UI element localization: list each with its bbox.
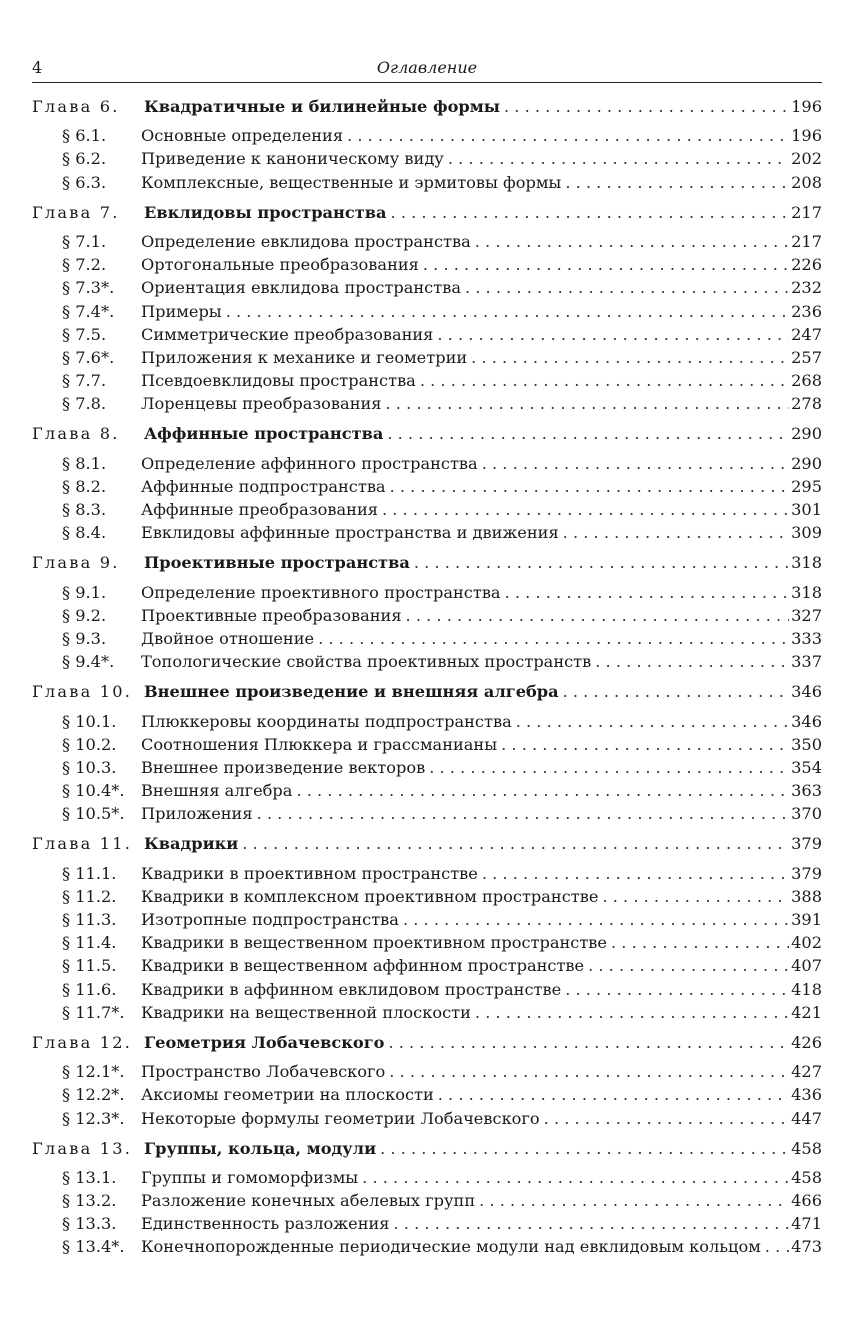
chapter-label: Глава 8. bbox=[32, 424, 120, 444]
toc-chapter bbox=[32, 553, 822, 675]
chapter-title: Квадрики bbox=[144, 834, 239, 854]
dot-leader bbox=[501, 735, 789, 754]
section-title: Евклидовы аффинные пространства и движения bbox=[141, 523, 559, 543]
section-label: § 6.3. bbox=[62, 172, 107, 192]
toc-chapter bbox=[32, 682, 822, 827]
section-title: Аксиомы геометрии на плоскости bbox=[141, 1085, 434, 1105]
section-page-number: 354 bbox=[791, 757, 822, 777]
section-title: Примеры bbox=[141, 301, 222, 321]
dot-leader bbox=[611, 933, 789, 952]
section-label: § 8.1. bbox=[62, 453, 107, 473]
toc-chapter-entry[interactable] bbox=[32, 1139, 822, 1162]
section-title: Соотношения Плюккера и грассманианы bbox=[141, 734, 498, 754]
dot-leader bbox=[382, 500, 789, 519]
section-page-number: 202 bbox=[791, 149, 822, 169]
dot-leader bbox=[475, 1003, 789, 1022]
section-page-number: 196 bbox=[791, 126, 822, 146]
chapter-title: Аффинные пространства bbox=[144, 424, 384, 444]
section-label: § 9.2. bbox=[62, 605, 107, 625]
section-page-number: 363 bbox=[791, 781, 822, 801]
toc-chapter-entry[interactable] bbox=[32, 424, 822, 447]
section-page-number: 208 bbox=[791, 172, 822, 192]
chapter-page-number: 217 bbox=[791, 202, 822, 222]
section-title: Конечнопорожденные периодические модули над евклидовым кольцом bbox=[141, 1237, 761, 1257]
toc-section-entry[interactable] bbox=[32, 325, 822, 348]
toc-chapter-entry[interactable] bbox=[32, 834, 822, 857]
dot-leader bbox=[471, 348, 789, 367]
section-title: Квадрики в вещественном проективном пространстве bbox=[141, 933, 607, 953]
section-title: Определение аффинного пространства bbox=[141, 453, 478, 473]
dot-leader bbox=[257, 804, 790, 823]
dot-leader bbox=[437, 325, 789, 344]
toc-section-entry[interactable] bbox=[32, 1214, 822, 1237]
section-label: § 11.5. bbox=[62, 956, 117, 976]
section-label: § 7.6*. bbox=[62, 347, 115, 367]
toc-section-entry[interactable] bbox=[32, 956, 822, 979]
section-title: Приведение к каноническому виду bbox=[141, 149, 444, 169]
section-title: Пространство Лобачевского bbox=[141, 1062, 386, 1082]
toc-section-entry[interactable] bbox=[32, 232, 822, 255]
section-title: Псевдоевклидовы пространства bbox=[141, 371, 416, 391]
dot-leader bbox=[588, 956, 789, 975]
section-title: Ортогональные преобразования bbox=[141, 255, 419, 275]
section-page-number: 247 bbox=[791, 324, 822, 344]
toc-section-entry[interactable] bbox=[32, 1062, 822, 1085]
chapter-label: Глава 12. bbox=[32, 1032, 133, 1052]
section-title: Квадрики в вещественном аффинном пространстве bbox=[141, 956, 585, 976]
section-title: Квадрики в проективном пространстве bbox=[141, 863, 478, 883]
section-page-number: 333 bbox=[791, 628, 822, 648]
dot-leader bbox=[385, 394, 789, 413]
toc-section-entry[interactable] bbox=[32, 933, 822, 956]
section-label: § 13.3. bbox=[62, 1214, 117, 1234]
toc-section-entry[interactable] bbox=[32, 980, 822, 1003]
section-label: § 7.2. bbox=[62, 255, 107, 275]
chapter-page-number: 379 bbox=[791, 834, 822, 854]
section-label: § 7.8. bbox=[62, 394, 107, 414]
toc-chapter bbox=[32, 834, 822, 1026]
section-page-number: 350 bbox=[791, 734, 822, 754]
section-title: Группы и гомоморфизмы bbox=[141, 1167, 359, 1187]
toc-section-entry[interactable] bbox=[32, 1168, 822, 1191]
section-title: Определение евклидова пространства bbox=[141, 231, 471, 251]
section-title: Комплексные, вещественные и эрмитовы формы bbox=[141, 172, 562, 192]
toc-section-entry[interactable] bbox=[32, 477, 822, 500]
section-page-number: 257 bbox=[791, 347, 822, 367]
section-page-number: 418 bbox=[791, 979, 822, 999]
section-title: Приложения к механике и геометрии bbox=[141, 347, 468, 367]
section-page-number: 388 bbox=[791, 886, 822, 906]
dot-leader bbox=[362, 1168, 789, 1187]
page-header bbox=[32, 58, 822, 83]
dot-leader bbox=[505, 583, 790, 602]
dot-leader bbox=[414, 553, 789, 572]
section-label: § 9.4*. bbox=[62, 652, 115, 672]
dot-leader bbox=[602, 887, 789, 906]
section-page-number: 427 bbox=[791, 1062, 822, 1082]
toc-chapter bbox=[32, 97, 822, 196]
toc-section-entry[interactable] bbox=[32, 804, 822, 827]
section-title: Некоторые формулы геометрии Лобачевского bbox=[141, 1108, 540, 1128]
section-label: § 13.4*. bbox=[62, 1237, 125, 1257]
section-label: § 13.1. bbox=[62, 1167, 117, 1187]
section-page-number: 346 bbox=[791, 711, 822, 731]
section-page-number: 379 bbox=[791, 863, 822, 883]
section-label: § 8.4. bbox=[62, 523, 107, 543]
toc-chapter-entry[interactable] bbox=[32, 97, 822, 120]
section-title: Топологические свойства проективных пространств bbox=[141, 652, 592, 672]
toc-section-entry[interactable] bbox=[32, 126, 822, 149]
section-label: § 12.2*. bbox=[62, 1085, 125, 1105]
section-page-number: 301 bbox=[791, 500, 822, 519]
section-title: Внешняя алгебра bbox=[141, 781, 293, 801]
section-title: Квадрики в аффинном евклидовом пространстве bbox=[141, 979, 562, 999]
section-page-number: 236 bbox=[791, 301, 822, 321]
section-title: Изотропные подпространства bbox=[141, 910, 399, 929]
dot-leader bbox=[765, 1237, 789, 1256]
section-page-number: 295 bbox=[791, 476, 822, 496]
toc-section-entry[interactable] bbox=[32, 629, 822, 652]
toc-section-entry[interactable] bbox=[32, 1003, 822, 1026]
section-page-number: 421 bbox=[791, 1002, 822, 1022]
section-label: § 11.1. bbox=[62, 863, 117, 883]
running-title: Оглавление bbox=[376, 58, 478, 77]
dot-leader bbox=[482, 864, 789, 883]
toc-section-entry[interactable] bbox=[32, 781, 822, 804]
section-page-number: 370 bbox=[791, 804, 822, 824]
toc-section-entry[interactable] bbox=[32, 173, 822, 196]
dot-leader bbox=[565, 980, 789, 999]
section-page-number: 466 bbox=[791, 1191, 822, 1211]
chapter-label: Глава 11. bbox=[32, 834, 133, 854]
chapter-title: Квадратичные и билинейные формы bbox=[144, 97, 500, 116]
dot-leader bbox=[406, 606, 790, 625]
section-page-number: 337 bbox=[791, 652, 822, 672]
section-page-number: 473 bbox=[791, 1237, 822, 1257]
section-title: Ориентация евклидова пространства bbox=[141, 278, 461, 298]
section-page-number: 391 bbox=[791, 910, 822, 929]
section-label: § 12.3*. bbox=[62, 1108, 125, 1128]
dot-leader bbox=[420, 371, 789, 390]
section-title: Плюккеровы координаты подпространства bbox=[141, 711, 512, 731]
toc-section-entry[interactable] bbox=[32, 1109, 822, 1132]
section-label: § 7.3*. bbox=[62, 278, 115, 298]
chapter-title: Проективные пространства bbox=[144, 553, 410, 573]
dot-leader bbox=[423, 255, 789, 274]
section-title: Приложения bbox=[141, 804, 253, 824]
toc-section-entry[interactable] bbox=[32, 758, 822, 781]
toc-section-entry[interactable] bbox=[32, 1191, 822, 1214]
section-title: Квадрики в комплексном проективном пространстве bbox=[141, 886, 599, 906]
toc-section-entry[interactable] bbox=[32, 910, 822, 933]
section-page-number: 226 bbox=[791, 255, 822, 275]
section-page-number: 407 bbox=[791, 956, 822, 976]
toc-section-entry[interactable] bbox=[32, 887, 822, 910]
toc-section-entry[interactable] bbox=[32, 278, 822, 301]
chapter-label: Глава 7. bbox=[32, 202, 120, 222]
toc-chapter-entry[interactable] bbox=[32, 682, 822, 705]
dot-leader bbox=[226, 302, 789, 321]
section-label: § 11.2. bbox=[62, 886, 117, 906]
section-title: Разложение конечных абелевых групп bbox=[141, 1191, 476, 1211]
toc-section-entry[interactable] bbox=[32, 1085, 822, 1108]
section-label: § 11.6. bbox=[62, 979, 117, 999]
toc-section-entry[interactable] bbox=[32, 149, 822, 172]
section-label: § 6.1. bbox=[62, 126, 107, 146]
section-title: Определение проективного пространства bbox=[141, 582, 501, 602]
toc-chapter-entry[interactable] bbox=[32, 203, 822, 226]
chapter-page-number: 290 bbox=[791, 424, 822, 444]
dot-leader bbox=[465, 278, 789, 297]
section-page-number: 290 bbox=[791, 453, 822, 473]
section-label: § 7.4*. bbox=[62, 301, 115, 321]
chapter-title: Группы, кольца, модули bbox=[144, 1138, 377, 1158]
chapter-page-number: 346 bbox=[791, 682, 822, 702]
chapter-label: Глава 10. bbox=[32, 682, 133, 702]
toc-chapter-entry[interactable] bbox=[32, 1033, 822, 1056]
section-title: Двойное отношение bbox=[141, 628, 315, 648]
chapter-page-number: 426 bbox=[791, 1032, 822, 1052]
dot-leader bbox=[544, 1109, 789, 1128]
dot-leader bbox=[347, 126, 789, 145]
section-label: § 11.3. bbox=[62, 910, 117, 929]
toc-section-entry[interactable] bbox=[32, 500, 822, 523]
section-title: Аффинные преобразования bbox=[141, 500, 378, 519]
section-page-number: 327 bbox=[791, 605, 822, 625]
toc-section-entry[interactable] bbox=[32, 1237, 822, 1260]
section-label: § 10.4*. bbox=[62, 781, 125, 801]
section-label: § 9.1. bbox=[62, 582, 107, 602]
section-title: Основные определения bbox=[141, 126, 344, 146]
dot-leader bbox=[595, 652, 789, 671]
section-page-number: 436 bbox=[791, 1085, 822, 1105]
dot-leader bbox=[504, 97, 789, 116]
dot-leader bbox=[403, 910, 789, 929]
toc-chapter bbox=[32, 203, 822, 418]
section-title: Внешнее произведение векторов bbox=[141, 757, 426, 777]
chapter-title: Внешнее произведение и внешняя алгебра bbox=[144, 682, 559, 702]
dot-leader bbox=[479, 1191, 789, 1210]
toc-section-entry[interactable] bbox=[32, 652, 822, 675]
toc-section-entry[interactable] bbox=[32, 583, 822, 606]
dot-leader bbox=[565, 173, 789, 192]
section-page-number: 309 bbox=[791, 523, 822, 543]
dot-leader bbox=[394, 1214, 790, 1233]
chapter-page-number: 458 bbox=[791, 1138, 822, 1158]
toc-section-entry[interactable] bbox=[32, 454, 822, 477]
section-title: Проективные преобразования bbox=[141, 605, 402, 625]
chapter-title: Евклидовы пространства bbox=[144, 202, 387, 222]
chapter-page-number: 318 bbox=[791, 553, 822, 573]
section-title: Единственность разложения bbox=[141, 1214, 390, 1234]
dot-leader bbox=[388, 1033, 789, 1052]
section-label: § 7.1. bbox=[62, 231, 107, 251]
dot-leader bbox=[242, 834, 789, 853]
toc-section-entry[interactable] bbox=[32, 302, 822, 325]
section-label: § 10.2. bbox=[62, 734, 117, 754]
toc-section-entry[interactable] bbox=[32, 735, 822, 758]
dot-leader bbox=[448, 149, 789, 168]
toc-section-entry[interactable] bbox=[32, 523, 822, 546]
section-label: § 10.3. bbox=[62, 757, 117, 777]
section-label: § 7.5. bbox=[62, 324, 107, 344]
toc-section-entry[interactable] bbox=[32, 712, 822, 735]
toc-section-entry[interactable] bbox=[32, 255, 822, 278]
dot-leader bbox=[318, 629, 789, 648]
toc-chapter bbox=[32, 1139, 822, 1261]
dot-leader bbox=[387, 424, 789, 443]
section-label: § 11.4. bbox=[62, 933, 117, 953]
page-number: 4 bbox=[32, 58, 43, 77]
section-label: § 7.7. bbox=[62, 371, 107, 391]
section-title: Лоренцевы преобразования bbox=[141, 394, 382, 414]
section-label: § 9.3. bbox=[62, 628, 107, 648]
toc-section-entry[interactable] bbox=[32, 348, 822, 371]
section-page-number: 278 bbox=[791, 394, 822, 414]
section-label: § 11.7*. bbox=[62, 1002, 125, 1022]
section-page-number: 217 bbox=[791, 231, 822, 251]
section-label: § 13.2. bbox=[62, 1191, 117, 1211]
section-label: § 8.3. bbox=[62, 500, 107, 519]
dot-leader bbox=[390, 477, 790, 496]
toc-section-entry[interactable] bbox=[32, 864, 822, 887]
dot-leader bbox=[563, 523, 789, 542]
section-label: § 10.1. bbox=[62, 711, 117, 731]
toc-section-entry[interactable] bbox=[32, 394, 822, 417]
section-page-number: 232 bbox=[791, 278, 822, 298]
chapter-label: Глава 9. bbox=[32, 553, 120, 573]
dot-leader bbox=[389, 1062, 789, 1081]
section-title: Квадрики на вещественной плоскости bbox=[141, 1002, 471, 1022]
dot-leader bbox=[391, 203, 790, 222]
toc-chapter-entry[interactable] bbox=[32, 553, 822, 576]
section-label: § 6.2. bbox=[62, 149, 107, 169]
section-page-number: 447 bbox=[791, 1108, 822, 1128]
dot-leader bbox=[429, 758, 789, 777]
dot-leader bbox=[380, 1139, 789, 1158]
section-page-number: 318 bbox=[791, 582, 822, 602]
section-page-number: 402 bbox=[791, 933, 822, 953]
toc-section-entry[interactable] bbox=[32, 371, 822, 394]
toc-chapter bbox=[32, 1033, 822, 1132]
chapter-page-number: 196 bbox=[791, 97, 822, 116]
chapter-title: Геометрия Лобачевского bbox=[144, 1032, 385, 1052]
section-page-number: 458 bbox=[791, 1167, 822, 1187]
section-title: Симметрические преобразования bbox=[141, 324, 434, 344]
dot-leader bbox=[563, 682, 790, 701]
section-title: Аффинные подпространства bbox=[141, 476, 386, 496]
section-label: § 8.2. bbox=[62, 476, 107, 496]
dot-leader bbox=[296, 781, 789, 800]
table-of-contents bbox=[32, 97, 822, 1268]
dot-leader bbox=[438, 1085, 789, 1104]
section-page-number: 268 bbox=[791, 371, 822, 391]
toc-chapter bbox=[32, 424, 822, 546]
dot-leader bbox=[516, 712, 789, 731]
dot-leader bbox=[475, 232, 789, 251]
section-label: § 12.1*. bbox=[62, 1062, 125, 1082]
section-label: § 10.5*. bbox=[62, 804, 125, 824]
chapter-label: Глава 13. bbox=[32, 1138, 133, 1158]
dot-leader bbox=[482, 454, 789, 473]
section-page-number: 471 bbox=[791, 1214, 822, 1234]
toc-section-entry[interactable] bbox=[32, 606, 822, 629]
chapter-label: Глава 6. bbox=[32, 97, 120, 116]
